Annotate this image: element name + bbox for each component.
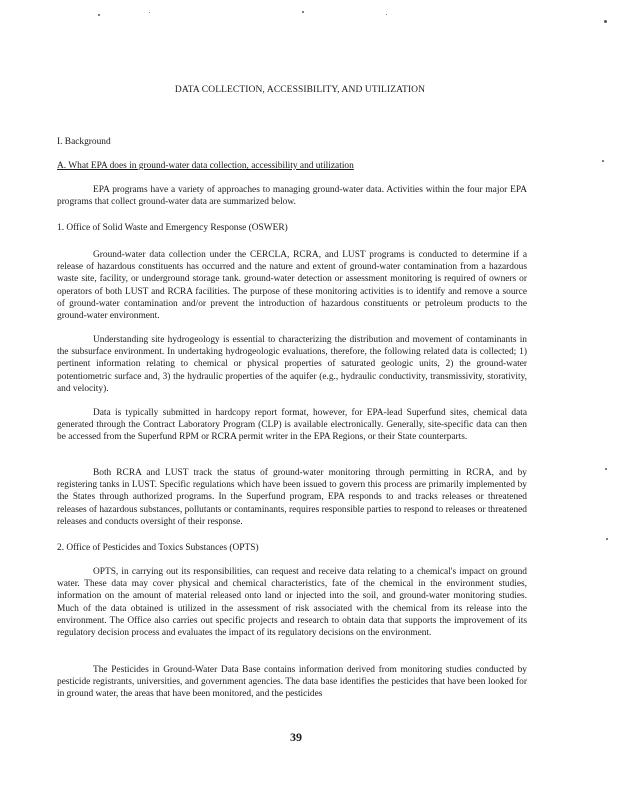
opts-heading: 2. Office of Pesticides and Toxics Substances (OPTS) <box>57 543 259 553</box>
intro-paragraph: EPA programs have a variety of approaches to managing ground-water data. Activities within the four major EPA programs that collect ground-water data are summarized below. <box>57 185 527 208</box>
page-number: 39 <box>290 730 302 744</box>
subsection-heading-a: A. What EPA does in ground-water data collection, accessibility and utilization <box>57 161 354 171</box>
page-title: DATA COLLECTION, ACCESSIBILITY, AND UTILIZATION <box>174 85 426 95</box>
oswer-paragraph-4: Both RCRA and LUST track the status of ground-water monitoring through permitting in RCRA, and by registering tanks in LUST. Specific regulations which have been issued to govern this process are primarily implemented by the States through authorized programs. In the Superfund program, EPA responds to and tracks releases or threatened releases of hazardous substances, pollutants or contaminants, requires responsible parties to respond to releases or threatened releases and conducts oversight of their response. <box>57 468 527 527</box>
oswer-paragraph-1: Ground-water data collection under the CERCLA, RCRA, and LUST programs is conducted to determine if a release of hazardous constituents has occurred and the nature and extent of ground-water contamination from a hazardous waste site, facility, or underground storage tank. ground-water detection or assessment monitoring is required of owners or operators of both LUST and RCRA facilities. The purpose of these monitoring activities is to identify and remove a source of ground-water contamination and/or prevent the introduction of hazardous constituents or petroleum products to the ground-water environment. <box>57 250 527 322</box>
opts-paragraph-1: OPTS, in carrying out its responsibilities, can request and receive data relating to a chemical's impact on ground water. These data may cover physical and chemical characteristics, fate of the chemical in the environment studies, information on the amount of material released onto land or injected into the soil, and ground-water monitoring studies. Much of the data obtained is utilized in the assessment of risk associated with the chemical from its release into the environment. The Office also carries out specific projects and research to obtain data that supports the improvement of its regulatory decision process and evaluates the impact of its regulatory decisions on the environment. <box>57 567 527 639</box>
section-heading-background: I. Background <box>57 137 111 147</box>
oswer-paragraph-2: Understanding site hydrogeology is essential to characterizing the distribution and movement of contaminants in the subsurface environment. In undertaking hydrogeologic evaluations, therefore, the following related data is collected; 1) pertinent information relating to chemical or physical properties of saturated geologic units, 2) the ground-water potentiometric surface and, 3) the hydraulic properties of the aquifer (e.g., hydraulic conductivity, transmissivity, storativity, and velocity). <box>57 335 527 394</box>
oswer-heading: 1. Office of Solid Waste and Emergency Response (OSWER) <box>57 223 288 233</box>
oswer-paragraph-3: Data is typically submitted in hardcopy report format, however, for EPA-lead Superfund sites, chemical data generated through the Contract Laboratory Program (CLP) is available electronically. Generally, site-specific data can then be accessed from the Superfund RPM or RCRA permit writer in the EPA Regions, or their State counterparts. <box>57 408 527 443</box>
opts-paragraph-2: The Pesticides in Ground-Water Data Base contains information derived from monitoring studies conducted by pesticide registrants, universities, and government agencies. The data base identifies the pesticides that have been looked for in ground water, the areas that have been monitored, and the pesticides <box>57 665 527 700</box>
